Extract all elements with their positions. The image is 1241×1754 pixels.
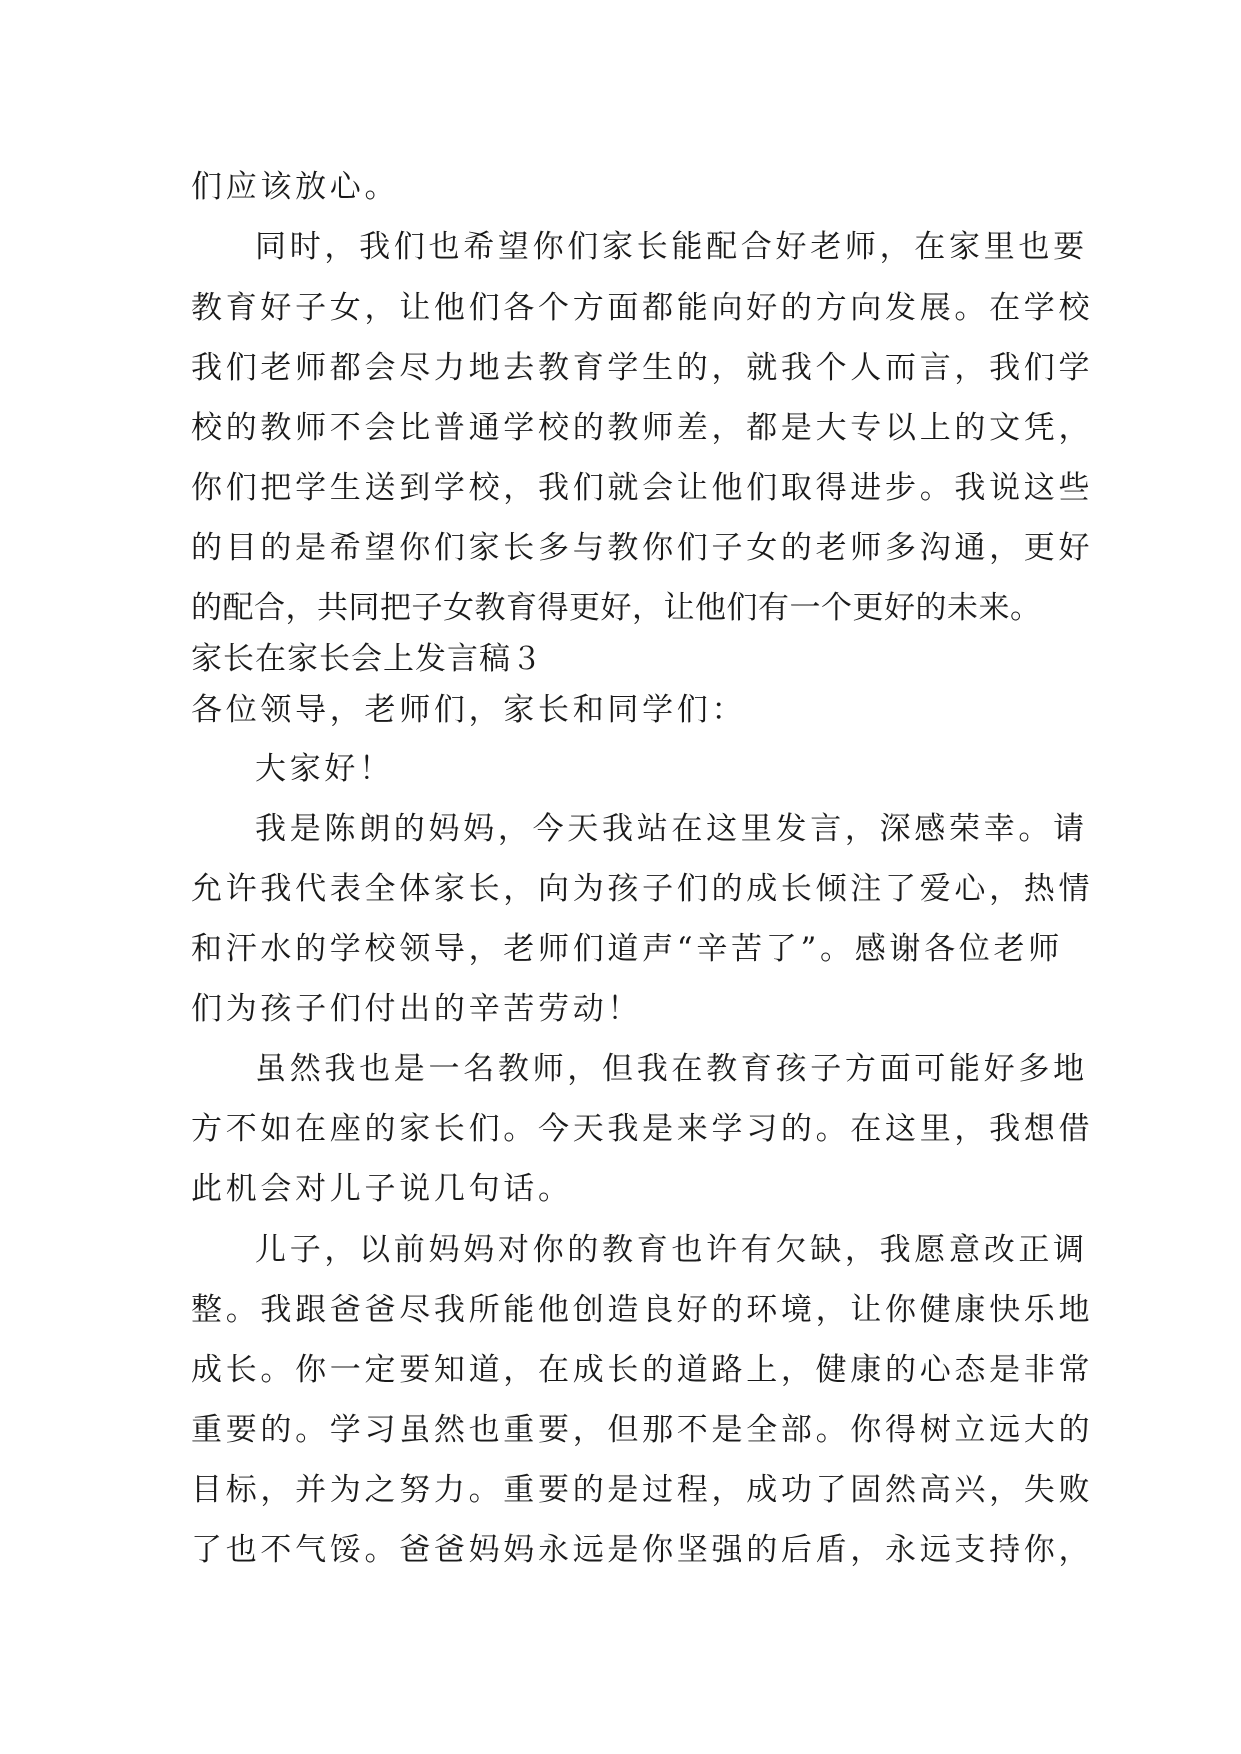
- text-line: 的配合，共同把子女教育得更好，让他们有一个更好的未来。: [191, 590, 1042, 626]
- text-line: 整。我跟爸爸尽我所能他创造良好的环境，让你健康快乐地: [191, 1292, 1094, 1328]
- text-line: 了也不气馁。爸爸妈妈永远是你坚强的后盾，永远支持你，: [191, 1532, 1094, 1568]
- text-line: 方不如在座的家长们。今天我是来学习的。在这里，我想借: [191, 1111, 1094, 1147]
- text-line: 们为孩子们付出的辛苦劳动！: [191, 991, 643, 1027]
- text-line: 你们把学生送到学校，我们就会让他们取得进步。我说这些: [191, 470, 1094, 506]
- text-line: 重要的。学习虽然也重要，但那不是全部。你得树立远大的: [191, 1412, 1094, 1448]
- text-line: 的目的是希望你们家长多与教你们子女的老师多沟通，更好: [191, 530, 1094, 566]
- salutation: 各位领导，老师们，家长和同学们：: [191, 692, 747, 728]
- section-heading: 家长在家长会上发言稿３: [191, 641, 543, 677]
- text-line: 允许我代表全体家长，向为孩子们的成长倾注了爱心，热情: [191, 871, 1094, 907]
- text-line: 此机会对儿子说几句话。: [191, 1171, 573, 1207]
- text-line: 成长。你一定要知道，在成长的道路上，健康的心态是非常: [191, 1352, 1094, 1388]
- text-line: 目标，并为之努力。重要的是过程，成功了固然高兴，失败: [191, 1472, 1094, 1508]
- text-line: 教育好子女，让他们各个方面都能向好的方向发展。在学校: [191, 290, 1094, 326]
- paragraph-start-line: 我是陈朗的妈妈，今天我站在这里发言，深感荣幸。请: [255, 811, 1088, 847]
- paragraph-start-line: 虽然我也是一名教师，但我在教育孩子方面可能好多地: [255, 1051, 1088, 1087]
- text-line: 校的教师不会比普通学校的教师差，都是大专以上的文凭，: [191, 410, 1094, 446]
- greeting: 大家好！: [255, 751, 394, 787]
- paragraph-start-line: 同时，我们也希望你们家长能配合好老师，在家里也要: [255, 229, 1088, 265]
- text-line: 和汗水的学校领导，老师们道声“辛苦了”。感谢各位老师: [191, 931, 1063, 967]
- text-line: 们应该放心。: [191, 169, 400, 205]
- text-line: 我们老师都会尽力地去教育学生的，就我个人而言，我们学: [191, 350, 1094, 386]
- paragraph-start-line: 儿子，以前妈妈对你的教育也许有欠缺，我愿意改正调: [255, 1232, 1088, 1268]
